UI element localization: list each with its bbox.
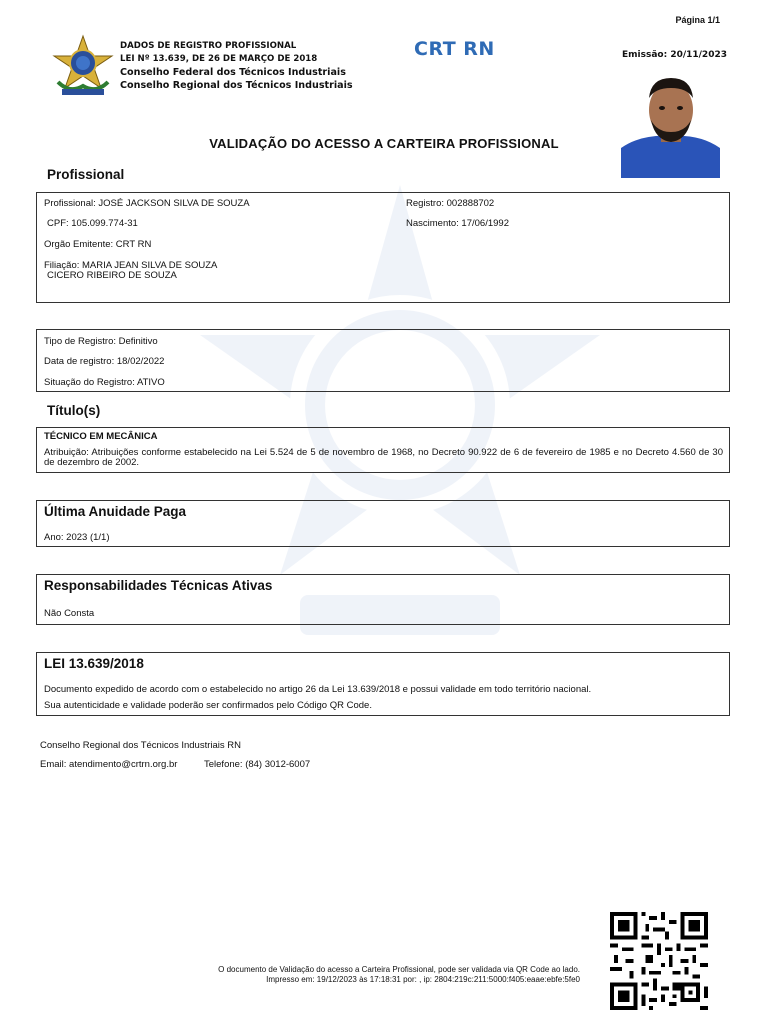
parent-1: Filiação: MARIA JEAN SILVA DE SOUZA — [44, 260, 218, 271]
brand-title: CRT RN — [414, 38, 495, 60]
parent-2: CICERO RIBEIRO DE SOUZA — [47, 270, 177, 281]
registration-info-box — [36, 329, 730, 392]
qr-code-icon[interactable] — [610, 912, 708, 1010]
professional-name: Profissional: JOSÉ JACKSON SILVA DE SOUZA — [44, 198, 250, 209]
registration-number: Registro: 002888702 — [406, 198, 495, 209]
registration-status: Situação do Registro: ATIVO — [44, 377, 165, 388]
annuity-box — [36, 500, 730, 547]
footer-organization: Conselho Regional dos Técnicos Industriais RN — [40, 740, 242, 751]
cpf: CPF: 105.099.774-31 — [47, 218, 138, 229]
law-box — [36, 652, 730, 716]
registration-date: Data de registro: 18/02/2022 — [44, 356, 165, 367]
section-heading-profissional: Profissional — [47, 167, 125, 182]
registration-type: Tipo de Registro: Definitivo — [44, 336, 158, 347]
birth-date: Nascimento: 17/06/1992 — [406, 218, 509, 229]
law-heading: LEI 13.639/2018 — [44, 656, 144, 671]
title-name: TÉCNICO EM MECÂNICA — [44, 431, 158, 442]
section-heading-titulos: Título(s) — [47, 403, 101, 418]
header-line-3: Conselho Federal dos Técnicos Industriais — [120, 67, 346, 78]
page-number: Página 1/1 — [675, 15, 720, 25]
annuity-heading: Última Anuidade Paga — [44, 504, 187, 519]
brazil-coat-of-arms-icon — [50, 34, 116, 98]
responsibilities-heading: Responsabilidades Técnicas Ativas — [44, 578, 273, 593]
titles-box — [36, 427, 730, 473]
issue-date: Emissão: 20/11/2023 — [622, 50, 727, 60]
responsibilities-box — [36, 574, 730, 625]
professional-info-box — [36, 192, 730, 303]
footer-email: Email: atendimento@crtrn.org.br — [40, 759, 178, 770]
header-line-1: DADOS DE REGISTRO PROFISSIONAL — [120, 41, 297, 51]
header-line-2: LEI Nº 13.639, DE 26 DE MARÇO DE 2018 — [120, 54, 318, 64]
document-title: VALIDAÇÃO DO ACESSO A CARTEIRA PROFISSIONAL — [209, 136, 559, 151]
law-text-2: Sua autenticidade e validade poderão ser confirmados pelo Código QR Code. — [44, 700, 372, 711]
responsibilities-value: Não Consta — [44, 608, 95, 619]
issuing-agency: Orgão Emitente: CRT RN — [44, 239, 152, 250]
print-info: Impresso em: 19/12/2023 às 17:18:31 por: , ip: 2804:219c:211:5000:f405:eaae:ebfe:5fe0 — [266, 975, 580, 984]
title-attribution: Atribuição: Atribuições conforme estabelecido na Lei 5.524 de 5 de novembro de 1968, no Decreto 90.922 de 6 de fevereiro de 1985 e no Decreto 4.560 de 30 de dezembro de 2002. — [44, 447, 723, 468]
law-text-1: Documento expedido de acordo com o estabelecido no artigo 26 da Lei 13.639/2018 e possui validade em todo território nacional. — [44, 684, 592, 695]
profile-photo — [621, 70, 720, 178]
footer-phone: Telefone: (84) 3012-6007 — [204, 759, 311, 770]
validation-note: O documento de Validação do acesso a Carteira Profissional, pode ser validada via QR Code ao lado. — [218, 965, 580, 974]
header-line-4: Conselho Regional dos Técnicos Industriais — [120, 80, 353, 91]
registry-header — [120, 40, 353, 92]
annuity-year: Ano: 2023 (1/1) — [44, 532, 110, 543]
